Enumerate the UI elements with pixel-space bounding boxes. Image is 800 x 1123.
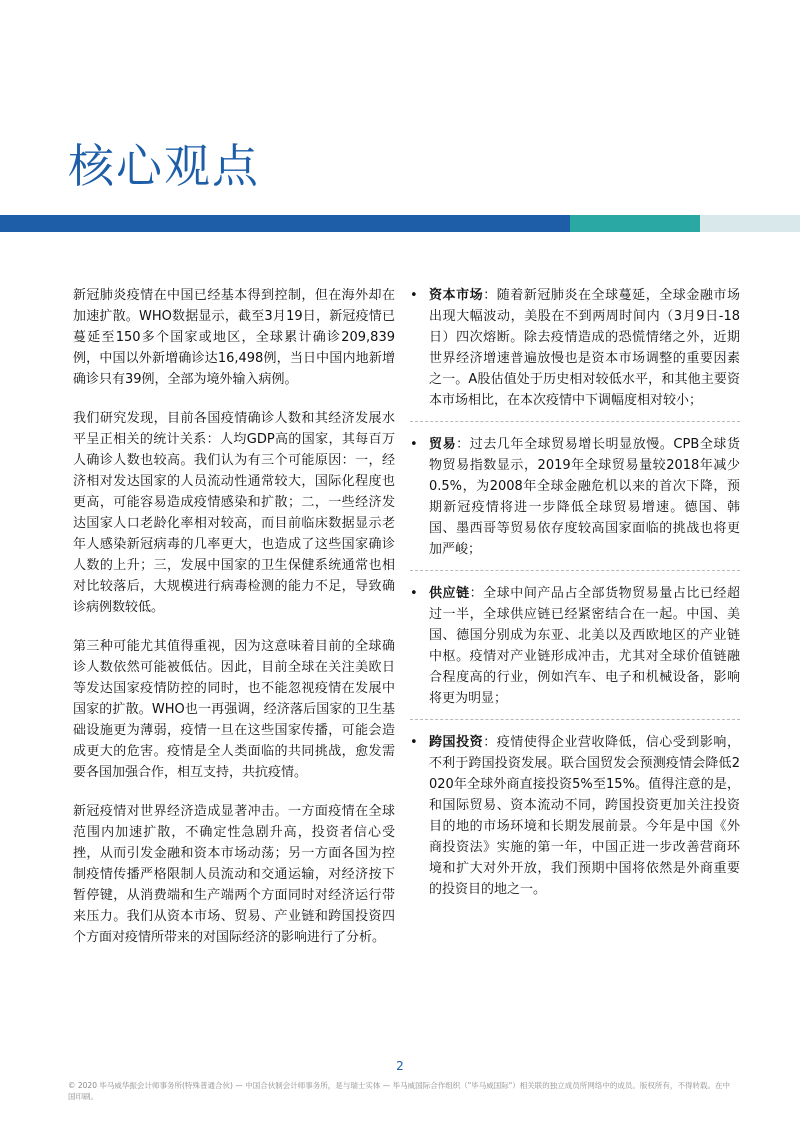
banner-teal-segment [570, 215, 700, 232]
bullet-icon: • [410, 437, 418, 452]
footer-copyright: © 2020 毕马威华振会计师事务所(特殊普通合伙) — 中国合伙制会计师事务所，是与瑞士实体 — 毕马威国际合作组织（"毕马威国际"）相关联的独立成员所网络中的成员。版权所有，不得转载。在中国印刷。 [68, 1081, 730, 1101]
left-column [73, 285, 395, 966]
body-paragraph: 新冠疫情对世界经济造成显著冲击。一方面疫情在全球范围内加速扩散，不确定性急剧升高，投资者信心受挫，从而引发金融和资本市场动荡；另一方面各国为控制疫情传播严格限制人员流动和交通运输，对经济按下暂停键，从消费端和生产端两个方面同时对经济运行带来压力。我们从资本市场、贸易、产业链和跨国投资四个方面对疫情所带来的对国际经济的影响进行了分析。 [73, 804, 395, 945]
page-number: 2 [396, 1059, 404, 1073]
bullet-trade [410, 421, 740, 560]
banner-blue-segment [0, 215, 570, 232]
header-banner [0, 215, 800, 232]
bullet-icon: • [410, 735, 418, 750]
bullet-keyword: 跨国投资 [429, 735, 484, 750]
bullet-paragraph [429, 732, 740, 900]
bullet-capital-market [410, 285, 740, 411]
bullet-icon: • [410, 288, 418, 303]
bullet-supply-chain [410, 570, 740, 709]
bullet-cross-border-investment [410, 719, 740, 900]
bullet-keyword: 贸易 [429, 437, 457, 452]
bullet-keyword: 供应链 [429, 586, 470, 601]
bullet-text: ：过去几年全球贸易增长明显放慢。CPB全球货物贸易指数显示，2019年全球贸易量较2018年减少0.5%，为2008年全球金融危机以来的首次下降，预期新冠疫情将进一步降低全球贸易增速。德国、韩国、墨西哥等贸易依存度较高国家面临的挑战也将更加严峻； [429, 437, 740, 557]
body-paragraph: 我们研究发现，目前各国疫情确诊人数和其经济发展水平呈正相关的统计关系：人均GDP高的国家，其每百万人确诊人数也较高。我们认为有三个可能原因：一，经济相对发达国家的人员流动性通常较大，国际化程度也更高，可能容易造成疫情感染和扩散；二，一些经济发达国家人口老龄化率相对较高，而目前临床数据显示老年人感染新冠病毒的几率更大，也造成了这些国家确诊人数的上升；三，发展中国家的卫生保健系统通常也相对比较落后，大规模进行病毒检测的能力不足，导致确诊病例数较低。 [73, 411, 395, 615]
bullet-text: ：全球中间产品占全部货物贸易量占比已经超过一半，全球供应链已经紧密结合在一起。中国、美国、德国分别成为东亚、北美以及西欧地区的产业链中枢。疫情对产业链形成冲击，尤其对全球价值链融合程度高的行业，例如汽车、电子和机械设备，影响将更为明显； [429, 586, 740, 706]
bullet-keyword: 资本市场 [429, 288, 484, 303]
right-column [410, 285, 740, 910]
body-paragraph: 第三种可能尤其值得重视，因为这意味着目前的全球确诊人数依然可能被低估。因此，目前全球在关注美欧日等发达国家疫情防控的同时，也不能忽视疫情在发展中国家的扩散。WHO也一再强调，经济落后国家的卫生基础设施更为薄弱，疫情一旦在这些国家传播，可能会造成更大的危害。疫情是全人类面临的共同挑战，愈发需要各国加强合作，相互支持，共抗疫情。 [73, 639, 395, 780]
bullet-text: ：随着新冠肺炎在全球蔓延，全球金融市场出现大幅波动，美股在不到两周时间内（3月9日-18日）四次熔断。除去疫情造成的恐慌情绪之外，近期世界经济增速普遍放慢也是资本市场调整的重要因素之一。A股估值处于历史相对较低水平，和其他主要资本市场相比，在本次疫情中下调幅度相对较小； [429, 288, 740, 408]
bullet-icon: • [410, 586, 418, 601]
bullet-paragraph [429, 434, 740, 560]
body-paragraph: 新冠肺炎疫情在中国已经基本得到控制，但在海外却在加速扩散。WHO数据显示，截至3月19日，新冠疫情已蔓延至150多个国家或地区，全球累计确诊209,839例，中国以外新增确诊达16,498例，当日中国内地新增确诊只有39例，全部为境外输入病例。 [73, 288, 395, 387]
bullet-paragraph [429, 285, 740, 411]
banner-grey-segment [700, 215, 800, 232]
bullet-paragraph [429, 583, 740, 709]
bullet-text: ：疫情使得企业营收降低，信心受到影响，不利于跨国投资发展。联合国贸发会预测疫情会降低2020年全球外商直接投资5%至15%。值得注意的是，和国际贸易、资本流动不同，跨国投资更加关注投资目的地的市场环境和长期发展前景。今年是中国《外商投资法》实施的第一年，中国正进一步改善营商环境和扩大对外开放，我们预期中国将依然是外商重要的投资目的地之一。 [429, 735, 740, 897]
page-title: 核心观点 [68, 139, 260, 193]
